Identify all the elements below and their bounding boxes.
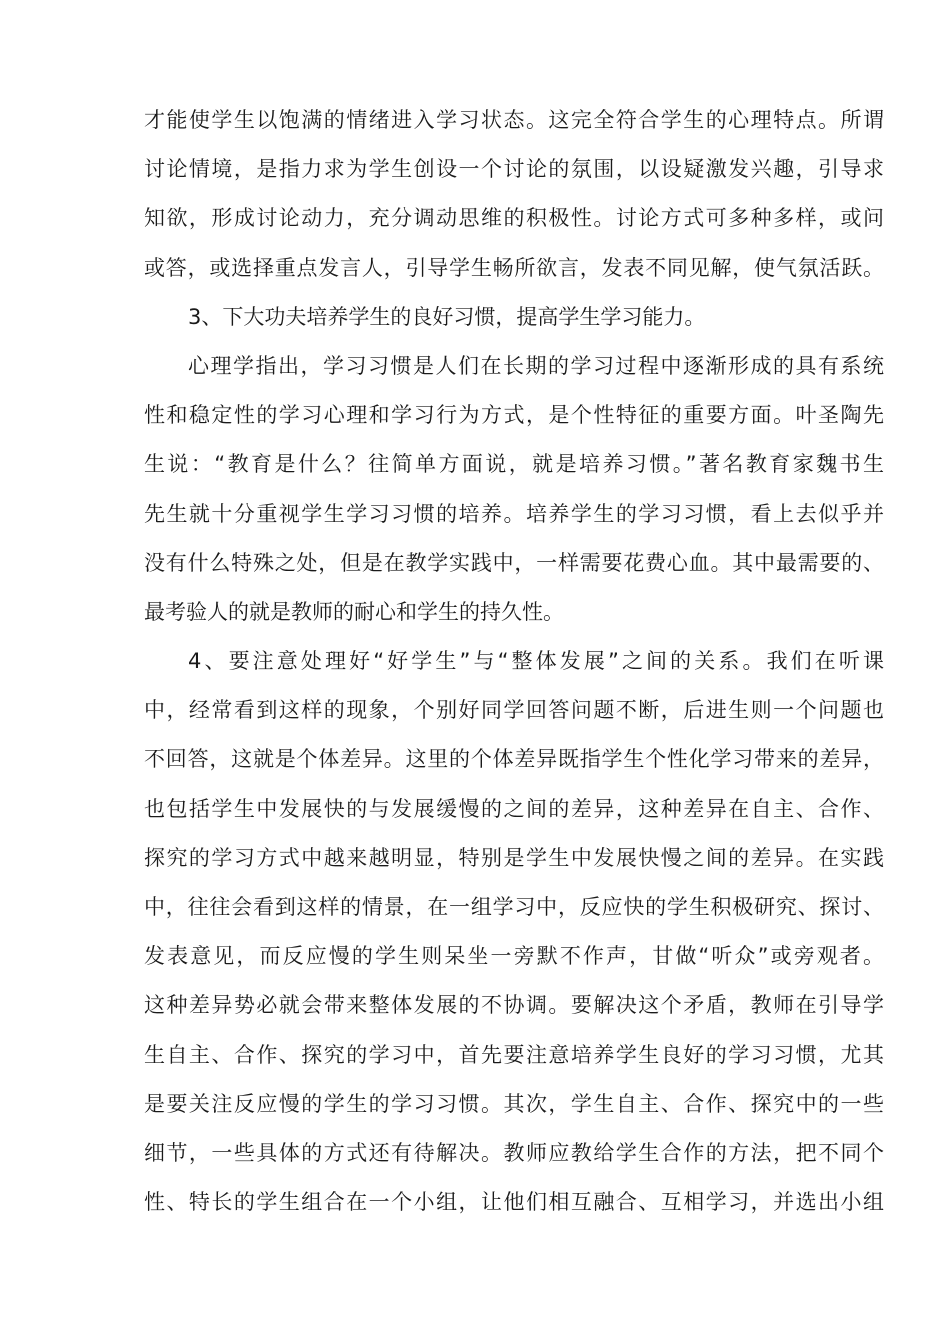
section-heading-4: 4、要注意处理好“好学生”与“整体发展”之间的关系。我们在听课	[188, 649, 884, 674]
text-line: 是要关注反应慢的学生的学习习惯。其次，学生自主、合作、探究中的一些	[144, 1091, 884, 1116]
text-line: 发表意见，而反应慢的学生则呆坐一旁默不作声，甘做“听众”或旁观者。	[144, 944, 884, 969]
text-line: 讨论情境，是指力求为学生创设一个讨论的氛围，以设疑激发兴趣，引导求	[144, 157, 884, 182]
text-line: 不回答，这就是个体差异。这里的个体差异既指学生个性化学习带来的差异，	[144, 747, 884, 772]
body-text	[144, 96, 884, 1227]
text-line: 性和稳定性的学习心理和学习行为方式，是个性特征的重要方面。叶圣陶先	[144, 403, 884, 428]
text-line: 细节，一些具体的方式还有待解决。教师应教给学生合作的方法，把不同个	[144, 1140, 884, 1165]
text-line: 生说：“教育是什么？往简单方面说，就是培养习惯。”著名教育家魏书生	[144, 452, 884, 477]
text-line: 中，经常看到这样的现象，个别好同学回答问题不断，后进生则一个问题也	[144, 698, 884, 723]
text-line: 或答，或选择重点发言人，引导学生畅所欲言，发表不同见解，使气氛活跃。	[144, 255, 884, 280]
section-heading-3: 3、下大功夫培养学生的良好习惯，提高学生学习能力。	[188, 304, 706, 329]
text-line: 才能使学生以饱满的情绪进入学习状态。这完全符合学生的心理特点。所谓	[144, 108, 884, 132]
text-line: 最考验人的就是教师的耐心和学生的持久性。	[144, 599, 564, 624]
text-line: 这种差异势必就会带来整体发展的不协调。要解决这个矛盾，教师在引导学	[144, 993, 884, 1018]
text-line: 中，往往会看到这样的情景，在一组学习中，反应快的学生积极研究、探讨、	[144, 895, 884, 919]
text-line: 探究的学习方式中越来越明显，特别是学生中发展快慢之间的差异。在实践	[144, 845, 884, 870]
text-line: 生自主、合作、探究的学习中，首先要注意培养学生良好的学习习惯，尤其	[144, 1042, 884, 1067]
text-line: 知欲，形成讨论动力，充分调动思维的积极性。讨论方式可多种多样，或问	[144, 206, 884, 231]
text-line: 心理学指出，学习习惯是人们在长期的学习过程中逐渐形成的具有系统	[188, 353, 884, 378]
text-line: 也包括学生中发展快的与发展缓慢的之间的差异，这种差异在自主、合作、	[144, 796, 884, 821]
text-line: 先生就十分重视学生学习习惯的培养。培养学生的学习习惯，看上去似乎并	[144, 501, 884, 526]
text-line: 没有什么特殊之处，但是在教学实践中，一样需要花费心血。其中最需要的、	[144, 550, 884, 575]
text-line: 性、特长的学生组合在一个小组，让他们相互融合、互相学习，并选出小组	[144, 1190, 884, 1215]
